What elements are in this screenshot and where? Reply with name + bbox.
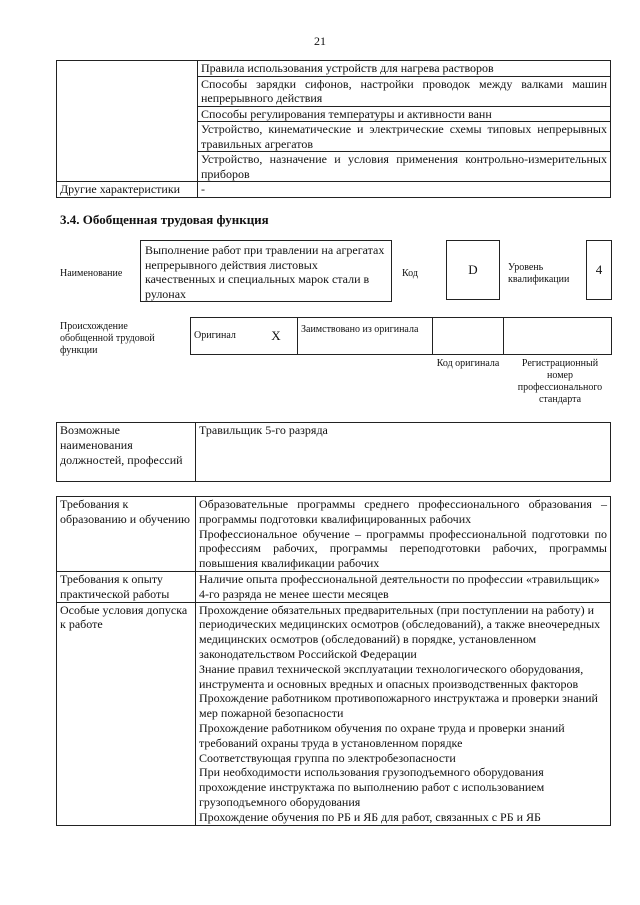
original-code-cell [433,318,504,355]
name-label: Наименование [60,268,123,279]
table-row [57,61,611,77]
original-label: Оригинал [191,318,256,355]
education-line: Образовательные программы среднего профессионального образования – программы подготовки квалифицированных рабочих [199,497,607,526]
function-name-box [140,240,392,302]
code-value: D [468,262,478,277]
qualification-level-box [586,240,612,300]
special-condition-line: Прохождение обучения по РБ и ЯБ для работ, связанных с РБ и ЯБ [199,809,541,824]
table-row [191,318,612,355]
table-row [57,497,611,572]
special-condition-line: Соответствующая группа по электробезопасности [199,750,456,765]
page-number: 21 [314,34,326,48]
special-condition-line: Прохождение работником обучения по охране труда и проверки знаний требований охраны труда в установленном порядке [199,720,565,750]
special-conditions-value [196,602,611,825]
table-cell: Правила использования устройств для нагрева растворов [198,61,611,77]
education-line: Профессиональное обучение – программы профессиональной подготовки по профессиям рабочих, программы переподготовки рабочих, программы повышения квалификации рабочих [199,526,607,571]
experience-value: Наличие опыта профессиональной деятельности по профессии «травильщик» 4-го разряда не менее шести месяцев [196,571,611,602]
special-conditions-label: Особые условия допуска к работе [57,602,196,825]
origin-table [190,317,612,355]
special-condition-line: Прохождение работником противопожарного инструктажа и проверки знаний мер пожарной безопасности [199,691,598,721]
table-cell: Способы регулирования температуры и активности ванн [198,106,611,122]
qualification-level-value: 4 [595,262,603,277]
qualification-level-label: Уровень квалификации [508,262,570,285]
borrowed-label: Заимствовано из оригинала [298,318,433,355]
table-cell: Устройство, кинематические и электрические схемы типовых непрерывных травильных агрегатов [198,122,611,152]
other-characteristics-value: - [198,182,611,198]
education-label: Требования к образованию и обучению [57,497,196,572]
original-mark: X [255,318,298,355]
section-title: 3.4. Обобщенная трудовая функция [60,212,269,227]
special-condition-line: Прохождение обязательных предварительных (при поступлении на работу) и периодических медицинских осмотров (обследований), а также внеочередных медицинских осмотров (обследований) в порядке, установленном законодательством Российской Федерации [199,602,601,661]
knowledge-table [56,60,611,198]
origin-label: Происхождение обобщенной трудовой функции [60,321,155,356]
table-row [57,602,611,825]
positions-value: Травильщик 5-го разряда [196,423,611,482]
table-cell: Способы зарядки сифонов, настройки проводок между валками машин непрерывного действия [198,76,611,106]
requirements-table [56,496,611,826]
table-cell: Устройство, назначение и условия применения контрольно-измерительных приборов [198,152,611,182]
code-label: Код [402,268,418,279]
table-row [57,571,611,602]
positions-label: Возможные наименования должностей, профессий [57,423,196,482]
special-condition-line: Знание правил технической эксплуатации технологического оборудования, инструмента и основных вредных и опасных производственных факторов [199,661,584,691]
registration-number-caption: Регистрационный номер профессионального стандарта [517,358,603,405]
code-box [446,240,500,300]
original-code-caption: Код оригинала [436,358,500,369]
positions-table [56,422,611,482]
registration-number-cell [504,318,612,355]
experience-label: Требования к опыту практической работы [57,571,196,602]
special-condition-line: При необходимости использования грузоподъемного оборудования прохождение инструктажа по выполнению работ с использованием грузоподъемного оборудования [199,765,545,809]
other-characteristics-label: Другие характеристики [57,182,198,198]
function-name-value: Выполнение работ при травлении на агрегатах непрерывного действия листовых качественных и специальных марок стали в рулонах [145,243,385,301]
table-row [57,182,611,198]
table-row [57,423,611,482]
education-value [196,497,611,572]
